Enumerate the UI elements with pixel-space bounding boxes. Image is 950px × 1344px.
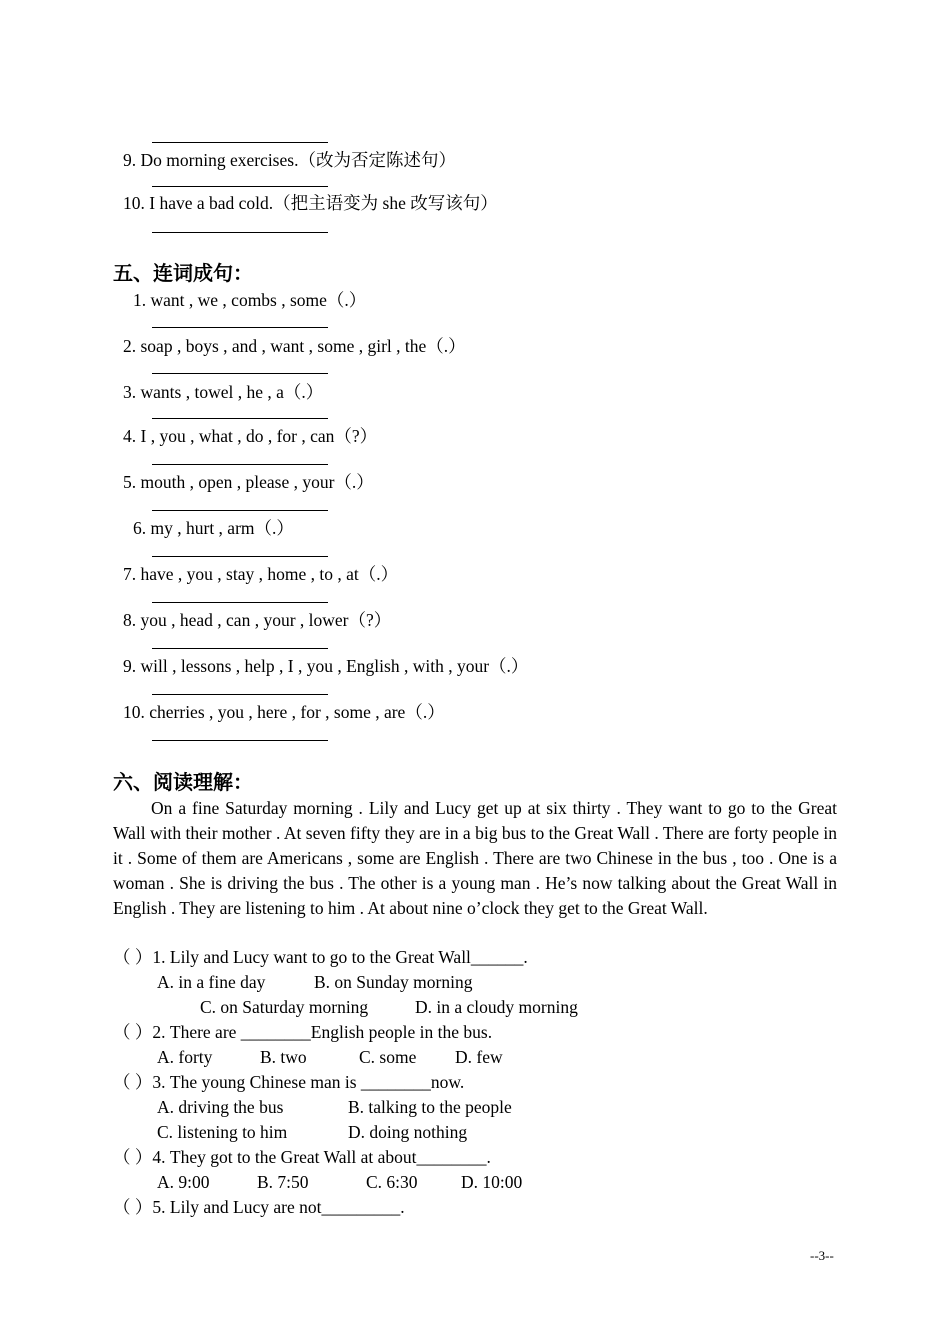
- list-item: 8. you , head , can , your , lower（?）: [123, 610, 392, 630]
- list-item: 7. have , you , stay , home , to , at（.）: [123, 564, 399, 584]
- answer-line: [152, 740, 328, 741]
- section6-heading: 六、阅读理解：: [113, 772, 253, 794]
- question-stem: （ ）4. They got to the Great Wall at about________.: [113, 1147, 491, 1167]
- option: C. some: [359, 1047, 417, 1067]
- section5-heading: 五、连词成句：: [113, 263, 253, 285]
- answer-line: [152, 648, 328, 649]
- option: A. forty: [157, 1047, 213, 1067]
- list-item: 1. want , we , combs , some（.）: [133, 290, 367, 310]
- option: D. few: [455, 1047, 503, 1067]
- option: B. 7:50: [257, 1172, 309, 1192]
- list-item: 5. mouth , open , please , your（.）: [123, 472, 374, 492]
- answer-line: [152, 373, 328, 374]
- option: B. two: [260, 1047, 307, 1067]
- answer-line: [152, 232, 328, 233]
- question-stem: （ ）1. Lily and Lucy want to go to the Great Wall______.: [113, 947, 528, 967]
- list-item: 3. wants , towel , he , a（.）: [123, 382, 324, 402]
- answer-line: [152, 602, 328, 603]
- option: C. on Saturday morning: [200, 997, 369, 1017]
- rewrite-item-9: 9. Do morning exercises.（改为否定陈述句）: [123, 150, 456, 170]
- answer-line: [152, 142, 328, 143]
- answer-line: [152, 694, 328, 695]
- list-item: 10. cherries , you , here , for , some , are（.）: [123, 702, 445, 722]
- question-stem: （ ）5. Lily and Lucy are not_________.: [113, 1197, 405, 1217]
- option: D. in a cloudy morning: [415, 997, 578, 1017]
- answer-line: [152, 464, 328, 465]
- option: C. listening to him: [157, 1122, 288, 1142]
- reading-passage: [113, 796, 837, 921]
- question-stem: （ ）3. The young Chinese man is ________now.: [113, 1072, 465, 1092]
- option: D. 10:00: [461, 1172, 523, 1192]
- option: A. 9:00: [157, 1172, 210, 1192]
- list-item: 4. I , you , what , do , for , can（?）: [123, 426, 378, 446]
- answer-line: [152, 186, 328, 187]
- option: A. driving the bus: [157, 1097, 284, 1117]
- list-item: 2. soap , boys , and , want , some , girl , the（.）: [123, 336, 466, 356]
- passage-text: On a fine Saturday morning . Lily and Lucy get up at six thirty . They want to go to the Great Wall with their mother . At seven fifty they are in a big bus to the Great Wall . There are forty people in it . Some of them are Americans , some are English . There are two Chinese in the bus , too . One is a woman . She is driving the bus . The other is a young man . He’s now talking about the Great Wall in English . They are listening to him . At about nine o’clock they get to the Great Wall.: [113, 798, 837, 918]
- answer-line: [152, 510, 328, 511]
- option: B. on Sunday morning: [314, 972, 473, 992]
- page-number: --3--: [810, 1248, 834, 1263]
- rewrite-item-10: 10. I have a bad cold.（把主语变为 she 改写该句）: [123, 193, 498, 213]
- option: C. 6:30: [366, 1172, 418, 1192]
- answer-line: [152, 418, 328, 419]
- option: D. doing nothing: [348, 1122, 468, 1142]
- answer-line: [152, 556, 328, 557]
- list-item: 6. my , hurt , arm（.）: [133, 518, 294, 538]
- option: B. talking to the people: [348, 1097, 512, 1117]
- option: A. in a fine day: [157, 972, 266, 992]
- answer-line: [152, 327, 328, 328]
- question-stem: （ ）2. There are ________English people in the bus.: [113, 1022, 493, 1042]
- list-item: 9. will , lessons , help , I , you , English , with , your（.）: [123, 656, 529, 676]
